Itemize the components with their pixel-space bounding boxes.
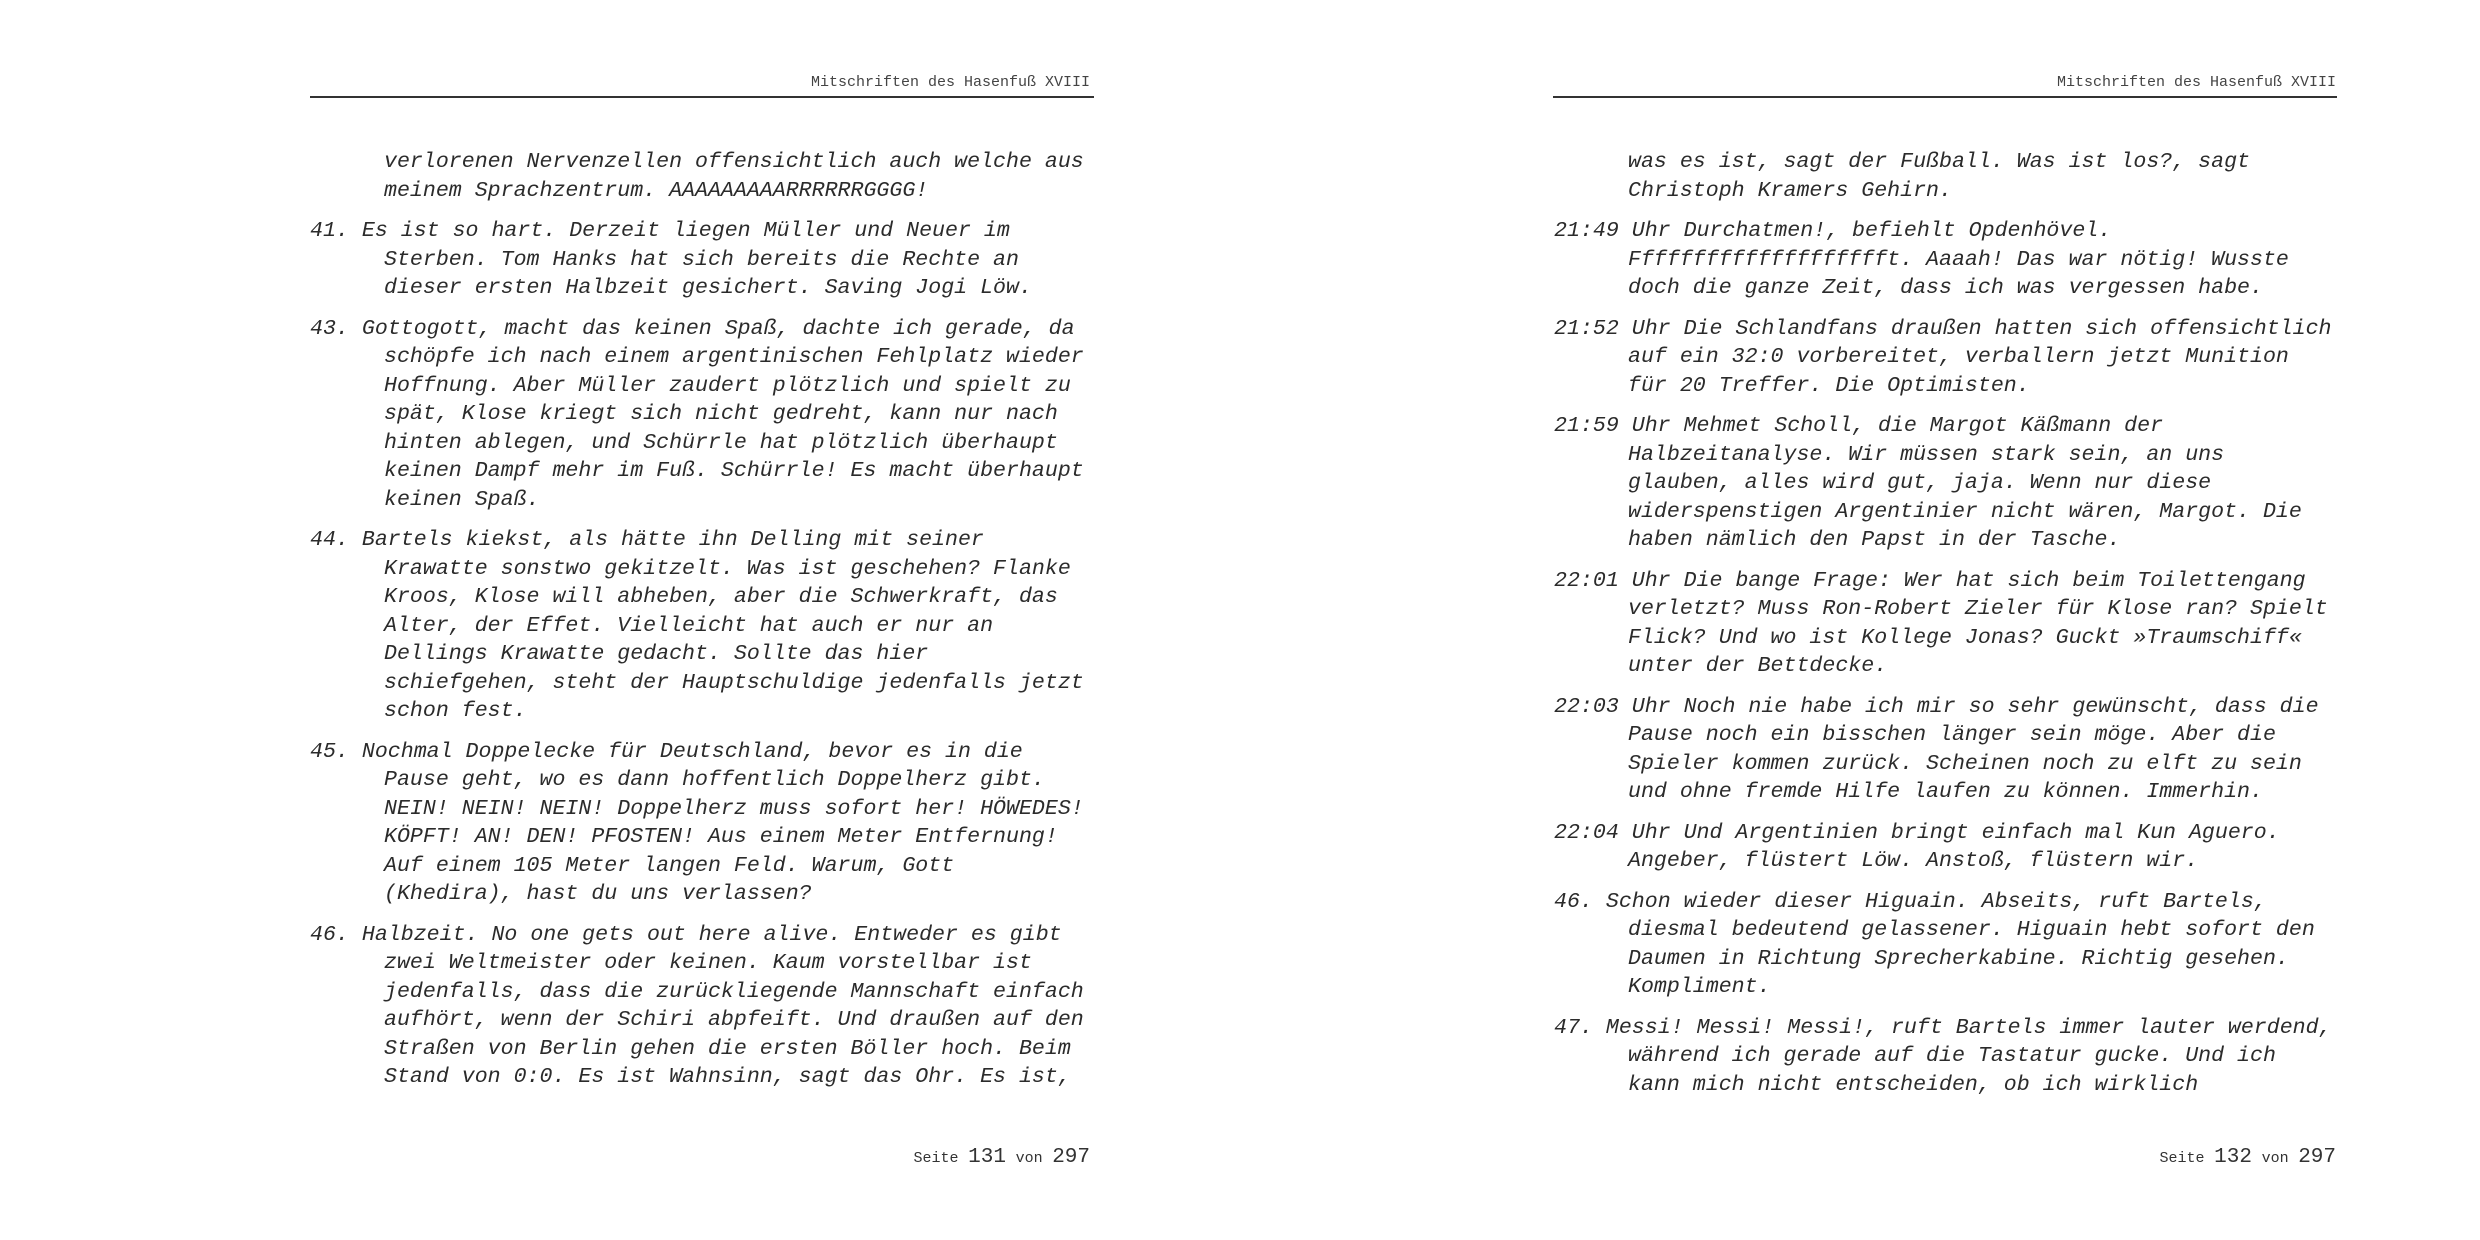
entry-paragraph (1554, 412, 2344, 555)
header-rule (1553, 96, 2337, 98)
header-rule (310, 96, 1094, 98)
page-footer (1936, 1146, 2336, 1169)
entry-marker: 46. (1554, 889, 1593, 914)
entry-paragraph (310, 738, 1100, 909)
entry-marker: 41. (310, 219, 349, 243)
running-head: Mitschriften des Hasenfuß XVIII (2056, 74, 2336, 91)
page-body (310, 148, 1100, 1104)
entry-text: Gottogott, macht das keinen Spaß, dachte ich gerade, da schöpfe ich nach einem argentinischen Fehlplatz wieder Hoffnung. Aber Müller zaudert plötzlich und spielt zu spät, Klose kriegt sich nicht gedreht, kann nur nach hinten ablegen, und Schürrle hat plötzlich überhaupt keinen Dampf mehr im Fuß. Schürrle! Es macht überhaupt keinen Spaß. (361, 316, 1084, 512)
entry-marker: 22:01 (1554, 568, 1619, 593)
page-total: 297 (2298, 1146, 2336, 1169)
page-number: 131 (968, 1146, 1006, 1169)
running-head: Mitschriften des Hasenfuß XVIII (810, 74, 1090, 91)
entry-marker: 47. (1554, 1015, 1593, 1040)
entry-paragraph (310, 921, 1100, 1092)
entry-text: Uhr Durchatmen!, befiehlt Opdenhövel. Fffffffffffffffffffft. Aaaah! Das war nötig! Wusste doch die ganze Zeit, dass ich was vergessen habe. (1628, 219, 2289, 300)
entry-marker: 21:49 (1554, 219, 1619, 243)
entry-paragraph (1554, 888, 2344, 1002)
page-body (1554, 148, 2344, 1111)
page-footer (690, 1146, 1090, 1169)
entry-marker: 44. (310, 528, 349, 552)
entry-text: Uhr Die bange Frage: Wer hat sich beim Toilettengang verletzt? Muss Ron-Robert Zieler für Klose ran? Spielt Flick? Und wo ist Kollege Jonas? Guckt »Traumschiff« unter der Bettdecke. (1628, 568, 2328, 678)
entry-text: Uhr Noch nie habe ich mir so sehr gewünscht, dass die Pause noch ein bisschen länger sein möge. Aber die Spieler kommen zurück. Scheinen noch zu elft zu sein und ohne fremde Hilfe laufen zu können. Immerhin. (1628, 694, 2319, 804)
entry-text: Schon wieder dieser Higuain. Abseits, ruft Bartels, diesmal bedeutend gelassener. Higuain hebt sofort den Daumen in Richtung Sprecherkabine. Richtig gesehen. Kompliment. (1605, 889, 2315, 999)
entry-text: Halbzeit. No one gets out here alive. Entweder es gibt zwei Weltmeister oder keinen. Kaum vorstellbar ist jedenfalls, dass die zurückliegende Mannschaft einfach aufhört, wenn der Schiri abpfeift. Und draußen auf den Straßen von Berlin gehen die ersten Böller hoch. Beim Stand von 0:0. Es ist Wahnsinn, sagt das Ohr. Es ist, (361, 922, 1084, 1089)
entry-text: Messi! Messi! Messi!, ruft Bartels immer lauter werdend, während ich gerade auf die Tastatur gucke. Und ich kann mich nicht entscheiden, ob ich wirklich (1605, 1015, 2332, 1097)
entry-text: Nochmal Doppelecke für Deutschland, bevor es in die Pause geht, wo es dann hoffentlich Doppelherz gibt. NEIN! NEIN! NEIN! Doppelherz muss sofort her! HÖWEDES! KÖPFT! AN! DEN! PFOSTEN! Aus einem Meter Entfernung! Auf einem 105 Meter langen Feld. Warum, Gott (Khedira), hast du uns verlassen? (361, 739, 1084, 906)
entry-text: Uhr Und Argentinien bringt einfach mal Kun Aguero. Angeber, flüstert Löw. Anstoß, flüstern wir. (1628, 820, 2280, 873)
entry-marker: 46. (310, 922, 349, 947)
entry-text: Es ist so hart. Derzeit liegen Müller und Neuer im Sterben. Tom Hanks hat sich bereits die Rechte an dieser ersten Halbzeit gesichert. Saving Jogi Löw. (361, 219, 1032, 300)
entry-paragraph (310, 217, 1100, 303)
footer-mid: von (1015, 1150, 1043, 1167)
entry-paragraph (1554, 567, 2344, 681)
entry-paragraph (310, 526, 1100, 726)
page-total: 297 (1052, 1146, 1090, 1169)
entry-marker: 21:52 (1554, 316, 1619, 341)
entry-marker: 21:59 (1554, 414, 1619, 438)
footer-mid: von (2261, 1150, 2289, 1167)
entry-text: Uhr Mehmet Scholl, die Margot Käßmann der Halbzeitanalyse. Wir müssen stark sein, an uns glauben, alles wird gut, jaja. Wenn nur diese widerspenstigen Argentinier nicht wären, Margot. Die haben nämlich den Papst in der Tasche. (1628, 414, 2302, 552)
continuation-paragraph: was es ist, sagt der Fußball. Was ist los?, sagt Christoph Kramers Gehirn. (1628, 150, 2251, 203)
right-page (1240, 0, 2480, 1240)
entry-marker: 22:04 (1554, 820, 1619, 845)
entry-marker: 22:03 (1554, 694, 1619, 719)
entry-paragraph (1554, 693, 2344, 807)
page-number: 132 (2214, 1146, 2252, 1169)
footer-prefix: Seite (2159, 1150, 2205, 1167)
entry-text: Bartels kiekst, als hätte ihn Delling mit seiner Krawatte sonstwo gekitzelt. Was ist geschehen? Flanke Kroos, Klose will abheben, aber die Schwerkraft, das Alter, der Effet. Vielleicht hat auch er nur an Dellings Krawatte gedacht. Sollte das hier schiefgehen, steht der Hauptschuldige jedenfalls jetzt schon fest. (361, 528, 1084, 723)
entry-paragraph (310, 315, 1100, 515)
entry-marker: 45. (310, 739, 349, 764)
entry-text: Uhr Die Schlandfans draußen hatten sich offensichtlich auf ein 32:0 vorbereitet, verballern jetzt Munition für 20 Treffer. Die Optimisten. (1628, 316, 2332, 398)
entry-paragraph (1554, 315, 2344, 401)
entry-paragraph (1554, 1014, 2344, 1100)
entry-paragraph (1554, 217, 2344, 303)
footer-prefix: Seite (913, 1150, 959, 1167)
entry-paragraph (1554, 819, 2344, 876)
entry-marker: 43. (310, 316, 349, 341)
continuation-paragraph: verlorenen Nervenzellen offensichtlich auch welche aus meinem Sprachzentrum. AAAAAAAAARRRRRRGGGG! (384, 150, 1084, 203)
